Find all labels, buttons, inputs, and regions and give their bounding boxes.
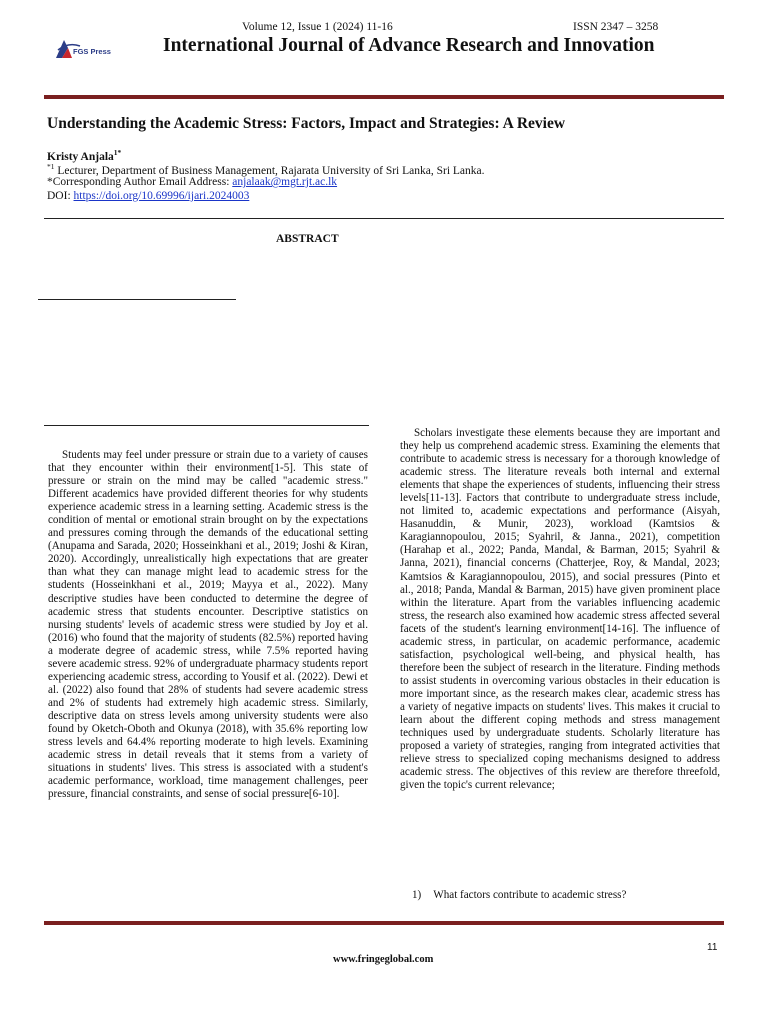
abstract-short-rule xyxy=(38,299,236,300)
doi-link[interactable]: https://doi.org/10.69996/ijari.2024003 xyxy=(73,190,250,202)
list-number: 1) xyxy=(412,889,422,901)
author-line xyxy=(47,148,121,163)
affiliation-sup: *1 xyxy=(47,162,55,171)
publisher-logo xyxy=(54,36,126,62)
list-text: What factors contribute to academic stress? xyxy=(433,889,627,901)
divider xyxy=(44,218,724,219)
email-line xyxy=(47,176,337,188)
affiliation-line xyxy=(47,162,485,177)
email-link[interactable]: anjalaak@mgt.rjt.ac.lk xyxy=(232,176,338,188)
article-title: Understanding the Academic Stress: Factors, Impact and Strategies: A Review xyxy=(47,115,566,132)
page-number: 11 xyxy=(707,942,718,953)
body-left-paragraph: Students may feel under pressure or strain due to a variety of causes that they encounter within their environment[1-5]. This state of pressure or strain on the mind may be called "academic stress." Different academics have provided different theories for why students experience academic stress in a learning setting. Academic stress is the condition of mental or emotional strain brought on by the expectations and pressures coming through the demands of the educational setting (Anupama and Sarada, 2020; Hosseinkhani et al., 2019; Joshi & Kiran, 2020). Accordingly, unrealistically high expectations that are greater than what they can manage might lead to academic stress for the students (Hosseinkhani et al., 2019; Mayya et al., 2022). Many descriptive studies have been conducted to determine the degree of academic stress that students encounter. Descriptive statistics on nursing students' levels of academic stress were studied by Joy et al. (2016) who found that the majority of students (82.5%) reported having a moderate degree of academic stress, while 7.5% reported having severe academic stress. 92% of undergraduate pharmacy students report experiencing academic stress, according to Yousif et al. (2022). Dewi et al. (2022) also found that 28% of students had severe academic stress and 2% of students had extremely high academic stress. Similarly, descriptive data on stress levels among university students were also found by Oketch-Oboth and Okunya (2018), with 35.6% reporting low stress levels and 64.4% reporting moderate to high levels. Examining academic stress in detail reveals that it stems from a variety of situations in students' lives. This stress is associated with a student's academic performance, workload, time management challenges, peer pressure, financial constraints, and sense of social pressure[6-10]. xyxy=(48,449,368,801)
footer-url[interactable]: www.fringeglobal.com xyxy=(333,954,434,965)
issn: ISSN 2347 – 3258 xyxy=(573,21,659,33)
email-label: *Corresponding Author Email Address: xyxy=(47,176,233,188)
header-rule xyxy=(44,95,724,99)
author-name: Kristy Anjala xyxy=(47,150,114,163)
doi-line xyxy=(47,190,249,202)
footer-rule xyxy=(44,921,724,925)
journal-title: International Journal of Advance Research and Innovation xyxy=(163,35,655,56)
abstract-heading: ABSTRACT xyxy=(276,233,339,245)
volume-info: Volume 12, Issue 1 (2024) 11-16 xyxy=(242,21,393,33)
author-sup: 1* xyxy=(113,148,122,157)
doi-label: DOI: xyxy=(47,190,74,202)
list-item xyxy=(412,889,626,901)
body-right-paragraph: Scholars investigate these elements because they are important and they help us comprehend academic stress. Examining the elements that contribute to academic stress is necessary for a thorough knowledge of academic stress. The literature reveals both internal and external elements that shape the experiences of students, influencing their stress levels[11-13]. Factors that contribute to undergraduate stress include, not limited to, academic expectations and performance (Aisyah, Hasanuddin, & Munir, 2023), workload (Kamtsios & Karagiannopoulou, 2015; Syahril, & Janna., 2021), competition (Harahap et al., 2022; Panda, Mandal, & Barman, 2015; Syahril & Janna, 2021), financial concerns (Chatterjee, Roy, & Mandal, 2023; Kamtsios & Karagiannopoulou, 2015), and social pressures (Pinto et al., 2018; Panda, Mandal & Barman, 2015) have given prominent place within the literature. Apart from the variables influencing academic stress, the research also examined how academic stress affected several facets of the student's learning environment[14-16]. The influence of academic stress, in particular, on academic performance, academic satisfaction, psychological well-being, and physical health, has therefore been the subject of research in the literature. Finding methods to assist students in overcoming various obstacles in their education is more important since, as the research makes clear, academic stress has a variety of negative impacts on students' lives. This makes it crucial to learn about the different coping methods and stress management techniques used by undergraduate students. Scholarly literature has proposed a variety of strategies, ranging from integrated activities that relieve stress to specialized coping mechanisms designed to address academic stress. The objectives of this review are therefore threefold, given the topic's current relevance; xyxy=(400,427,720,792)
affiliation: Lecturer, Department of Business Management, Rajarata University of Sri Lanka, Sri Lanka. xyxy=(54,164,485,177)
column-rule xyxy=(44,425,369,426)
logo-text: FGS Press xyxy=(73,47,111,56)
